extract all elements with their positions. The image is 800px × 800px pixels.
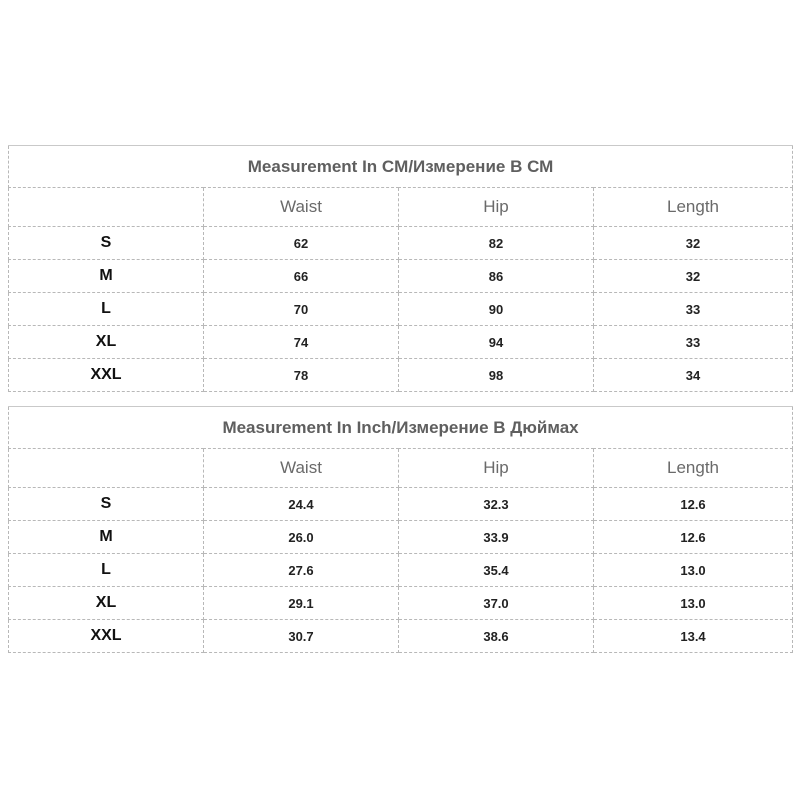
table-row <box>9 521 793 554</box>
table-row <box>9 620 793 653</box>
table-title: Measurement In Inch/Измерение В Дюймах <box>9 407 793 449</box>
length-cell: 33 <box>594 326 793 359</box>
table-header-row <box>9 449 793 488</box>
table-row <box>9 359 793 392</box>
waist-cell: 70 <box>204 293 399 326</box>
length-cell: 12.6 <box>594 521 793 554</box>
hip-cell: 32.3 <box>399 488 594 521</box>
size-cell: S <box>9 227 204 260</box>
length-cell: 13.0 <box>594 587 793 620</box>
length-cell: 13.4 <box>594 620 793 653</box>
hip-cell: 94 <box>399 326 594 359</box>
hip-cell: 33.9 <box>399 521 594 554</box>
length-cell: 32 <box>594 260 793 293</box>
table-row <box>9 293 793 326</box>
waist-cell: 26.0 <box>204 521 399 554</box>
table-row <box>9 554 793 587</box>
table-row <box>9 227 793 260</box>
length-cell: 32 <box>594 227 793 260</box>
length-cell: 33 <box>594 293 793 326</box>
table-row <box>9 488 793 521</box>
hip-cell: 98 <box>399 359 594 392</box>
hip-cell: 82 <box>399 227 594 260</box>
length-cell: 13.0 <box>594 554 793 587</box>
column-header-size <box>9 188 204 227</box>
size-cell: XXL <box>9 620 204 653</box>
length-cell: 12.6 <box>594 488 793 521</box>
size-cell: M <box>9 521 204 554</box>
size-cell: XL <box>9 587 204 620</box>
waist-cell: 74 <box>204 326 399 359</box>
size-chart-inch-table <box>8 406 793 653</box>
size-cell: M <box>9 260 204 293</box>
hip-cell: 86 <box>399 260 594 293</box>
column-header-hip: Hip <box>399 188 594 227</box>
size-cell: L <box>9 554 204 587</box>
length-cell: 34 <box>594 359 793 392</box>
size-cell: L <box>9 293 204 326</box>
column-header-length: Length <box>594 449 793 488</box>
hip-cell: 38.6 <box>399 620 594 653</box>
waist-cell: 29.1 <box>204 587 399 620</box>
table-row <box>9 587 793 620</box>
column-header-hip: Hip <box>399 449 594 488</box>
column-header-length: Length <box>594 188 793 227</box>
waist-cell: 27.6 <box>204 554 399 587</box>
hip-cell: 90 <box>399 293 594 326</box>
size-chart-cm-table <box>8 145 793 392</box>
waist-cell: 24.4 <box>204 488 399 521</box>
waist-cell: 78 <box>204 359 399 392</box>
size-cell: S <box>9 488 204 521</box>
hip-cell: 35.4 <box>399 554 594 587</box>
waist-cell: 30.7 <box>204 620 399 653</box>
column-header-size <box>9 449 204 488</box>
waist-cell: 62 <box>204 227 399 260</box>
size-cell: XL <box>9 326 204 359</box>
table-header-row <box>9 188 793 227</box>
table-title: Measurement In CM/Измерение В СМ <box>9 146 793 188</box>
column-header-waist: Waist <box>204 188 399 227</box>
table-title-row <box>9 146 793 188</box>
hip-cell: 37.0 <box>399 587 594 620</box>
waist-cell: 66 <box>204 260 399 293</box>
table-title-row <box>9 407 793 449</box>
column-header-waist: Waist <box>204 449 399 488</box>
table-row <box>9 326 793 359</box>
table-row <box>9 260 793 293</box>
size-cell: XXL <box>9 359 204 392</box>
